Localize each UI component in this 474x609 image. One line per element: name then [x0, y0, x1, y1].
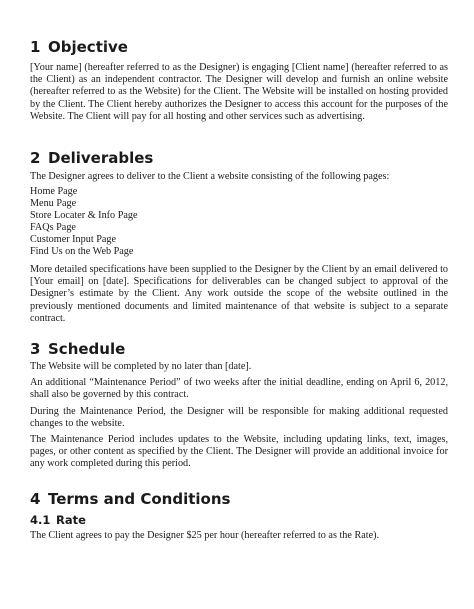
rate-paragraph: The Client agrees to pay the Designer $25 per hour (hereafter referred to as the Rate).: [30, 530, 380, 541]
page-list-item: Home Page: [30, 186, 78, 197]
deliverables-intro: The Designer agrees to deliver to the Client a website consisting of the following pages:: [30, 171, 390, 182]
schedule-paragraph-4: The Maintenance Period includes updates to the Website, including updating links, text, images, pages, or other content as specified by the Client. The Designer will provide an additional invoice for any work completed during this period.: [30, 434, 448, 470]
schedule-paragraph-3: During the Maintenance Period, the Designer will be responsible for making additional requested changes to the website.: [30, 406, 448, 430]
subsection-number: 4.1: [30, 513, 51, 527]
subsection-heading-rate: [30, 513, 86, 527]
section-heading-objective: [30, 38, 128, 56]
page-list-item: Find Us on the Web Page: [30, 246, 134, 257]
section-heading-deliverables: [30, 149, 153, 167]
section-title: Objective: [48, 38, 128, 56]
page-list-item: Customer Input Page: [30, 234, 117, 245]
subsection-title: Rate: [56, 513, 86, 527]
section-number: 1: [30, 38, 41, 56]
section-number: 3: [30, 340, 41, 358]
section-heading-schedule: [30, 340, 125, 358]
section-number: 2: [30, 149, 41, 167]
schedule-paragraph-1: The Website will be completed by no later than [date].: [30, 361, 252, 372]
section-title: Deliverables: [48, 149, 154, 167]
schedule-paragraph-2: An additional “Maintenance Period” of two weeks after the initial deadline, ending on April 6, 2012, shall also be governed by this contract.: [30, 377, 448, 401]
deliverables-paragraph: More detailed specifications have been supplied to the Designer by the Client by an email delivered to [Your email] on [date]. Specifications for deliverables can be changed subject to approval of the Designer’s estimate by the Client. Any work outside the scope of the website outlined in the previously mentioned documents and limited maintenance of that website is subject to a separate contract.: [30, 264, 448, 324]
page-list-item: Menu Page: [30, 198, 77, 209]
section-title: Schedule: [48, 340, 126, 358]
page-list-item: Store Locater & Info Page: [30, 210, 138, 221]
objective-paragraph: [Your name] (hereafter referred to as the Designer) is engaging [Client name] (hereafter referred to as the Client) as an independent contractor. The Designer will develop and furnish an online website (hereafter referred to as the Website) for the Client. The Website will be installed on hosting provided by the Client. The Client hereby authorizes the Designer to access this account for the purposes of the Website. The Client will pay for all hosting and other services such as advertising.: [30, 62, 448, 122]
section-heading-terms: [30, 490, 230, 508]
section-title: Terms and Conditions: [48, 490, 231, 508]
page-list-item: FAQs Page: [30, 222, 76, 233]
section-number: 4: [30, 490, 41, 508]
